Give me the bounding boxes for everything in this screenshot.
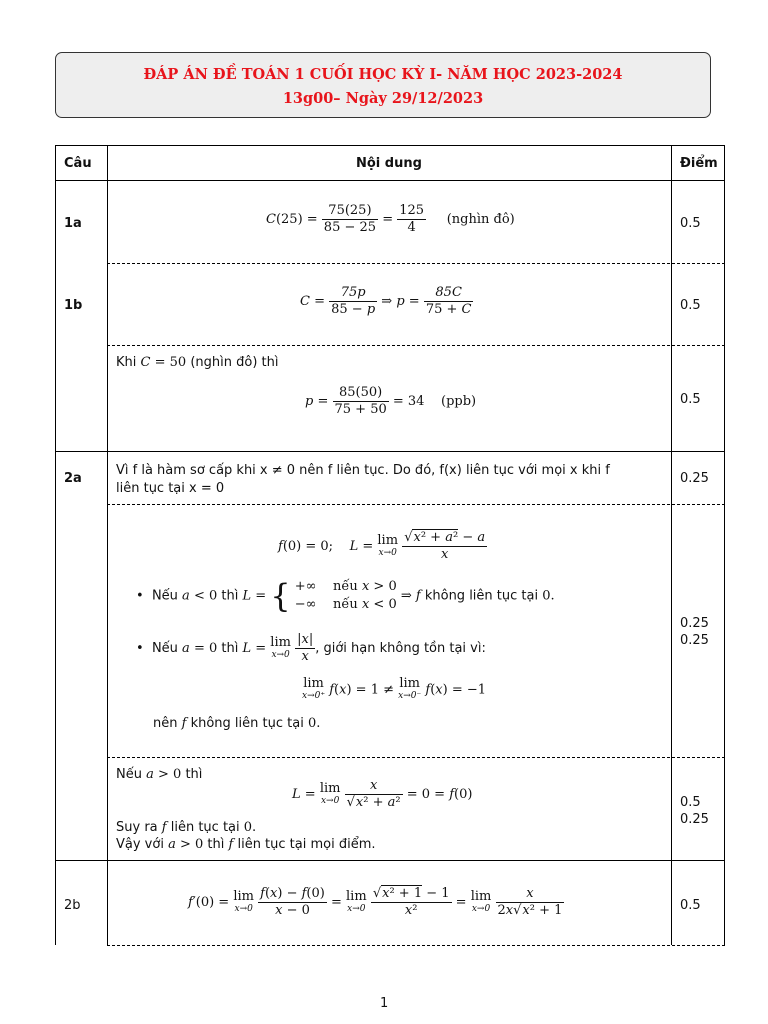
question-label-1b: 1b — [64, 298, 83, 313]
text-2a-suyra: Suy ra f liên tục tại 0. — [116, 820, 257, 835]
score-2b: 0.5 — [680, 898, 701, 913]
col-header-noi-dung: Nội dung — [356, 156, 422, 171]
page-number: 1 — [380, 996, 389, 1011]
unit-1a: (nghìn đô) — [446, 212, 515, 227]
text-2a-case-positive: Nếu a > 0 thì — [116, 767, 203, 782]
row-separator — [55, 451, 725, 452]
score-2a-5: 0.25 — [680, 812, 709, 827]
formula-2b: f′(0) = lim x→0 $\frac{f(x) - f(0)}{x - 0}$ = lim x→0 $\frac{\text{√x² + 1 − 1}}{\text{x²}}$ = lim x→0 $\frac{x}{\text{2x√x² + 1}}$ — [188, 886, 563, 918]
formula-1b: C = $\frac{75p}{85 - p}$ ⇒ p = $\frac{85C}{75 + C}$ — [300, 285, 472, 317]
score-1b-2: 0.5 — [680, 392, 701, 407]
table-border-right — [724, 145, 725, 945]
text-vay-end: liên tục tại mọi điểm. — [237, 837, 376, 852]
question-label-1a: 1a — [64, 216, 82, 231]
row-dashed-separator — [107, 263, 725, 264]
text-2a-conclude: nên f không liên tục tại 0. — [153, 716, 321, 731]
text-neu-case1: nếu — [333, 579, 358, 594]
text-vay-tail: thì — [207, 837, 225, 852]
bullet-2a-2: • Nếu a = 0 thì L = lim x→0 $\frac{|x|}{x}$ , giới hạn không tồn tại vì: — [136, 632, 486, 664]
text-2a-vay: Vậy với a > 0 thì f liên tục tại mọi điểm. — [116, 837, 376, 852]
header-separator — [55, 180, 725, 181]
text-neu: Nếu — [151, 588, 178, 604]
text-vay: Vậy với — [116, 837, 164, 852]
formula-2a-positive: L = lim x→0 $\frac{x}{\text{√x² + a²}}$ = 0 = f(0) — [292, 778, 473, 810]
formula-1b-p: p = $\frac{85(50)}{75 + 50}$ = 34 (ppb) — [305, 385, 477, 417]
text-neu-case2: nếu — [333, 597, 358, 612]
text-khi: Khi — [116, 355, 137, 370]
score-1a: 0.5 — [680, 216, 701, 231]
text-conclude-tail: không liên tục tại — [190, 716, 304, 731]
title-line-1: ĐÁP ÁN ĐỀ TOÁN 1 CUỐI HỌC KỲ I- NĂM HỌC 2023-2024 — [143, 66, 623, 83]
score-2a-4: 0.5 — [680, 795, 701, 810]
question-label-2a: 2a — [64, 471, 82, 486]
row-dashed-separator — [107, 757, 725, 758]
unit-1b: (ppb) — [441, 394, 477, 409]
row-separator — [55, 860, 725, 861]
score-2a-2: 0.25 — [680, 616, 709, 631]
text-thi-2: thì — [221, 641, 239, 656]
col-header-diem: Điểm — [680, 156, 718, 171]
text-2a-line2: liên tục tại x = 0 — [116, 481, 225, 496]
row-dashed-separator — [107, 945, 725, 946]
text-1b-condition: Khi C = 50 (nghìn đô) thì — [116, 355, 279, 370]
row-dashed-separator — [107, 504, 725, 505]
table-border-left — [55, 145, 56, 945]
col-header-cau: Câu — [64, 156, 92, 171]
text-thi-3: thì — [185, 767, 203, 782]
text-suyra: Suy ra — [116, 820, 158, 835]
text-neu-2: Nếu — [151, 641, 178, 656]
bullet-2a-1: • Nếu a < 0 thì L = { +∞ nếu x > 0 −∞ nếu x < 0 ⇒ f không liên tục tại 0. — [136, 577, 555, 615]
score-2a-1: 0.25 — [680, 471, 709, 486]
formula-2a-limit: f(0) = 0; L = lim x→0 $\frac{\text{√x² + a² − a}}{x}$ — [278, 530, 486, 562]
text-thi: thì — [221, 588, 239, 604]
text-neu-3: Nếu — [116, 767, 142, 782]
table-divider-1 — [107, 145, 108, 945]
table-top-border — [55, 145, 725, 146]
text-nen: nên — [153, 716, 178, 731]
formula-2a-onesided: lim x→0⁺ f(x) = 1 ≠ lim x→0⁻ f(x) = −1 — [302, 676, 487, 701]
text-suyra-tail: liên tục tại — [170, 820, 240, 835]
formula-1a: C(25) = $\frac{75(25)}{85 - 25}$ = $\frac{125}{4}$ (nghìn đô) — [266, 203, 515, 235]
title-box — [55, 52, 711, 118]
table-divider-2 — [671, 145, 672, 945]
text-2a-line1: Vì f là hàm sơ cấp khi x ≠ 0 nên f liên tục. Do đó, f(x) liên tục với mọi x khi f — [116, 463, 610, 478]
text-bullet1-tail: không liên tục tại — [424, 588, 539, 604]
score-2a-3: 0.25 — [680, 633, 709, 648]
question-label-2b: 2b — [64, 898, 81, 913]
text-bullet2-tail: , giới hạn không tồn tại vì: — [315, 641, 486, 656]
title-line-2: 13g00– Ngày 29/12/2023 — [282, 90, 484, 107]
text-khi-tail: (nghìn đô) thì — [190, 355, 279, 370]
row-dashed-separator — [107, 345, 725, 346]
score-1b-1: 0.5 — [680, 298, 701, 313]
